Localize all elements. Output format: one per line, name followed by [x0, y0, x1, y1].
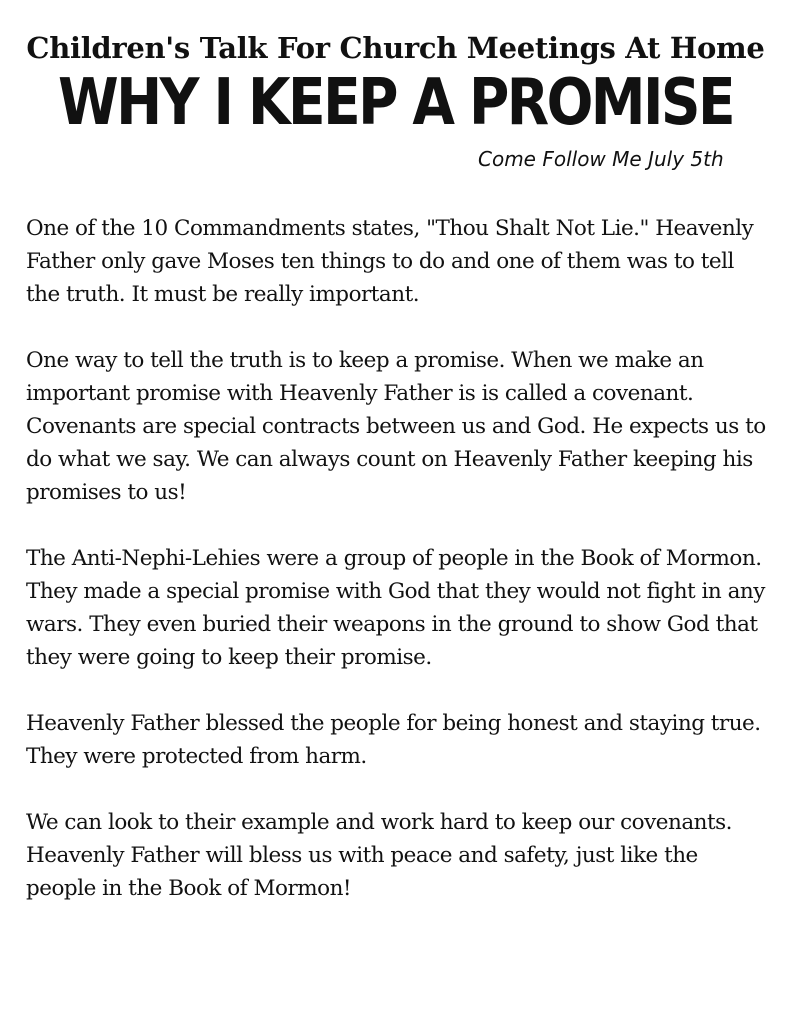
- page-subtitle: Children's Talk For Church Meetings At Home: [26, 31, 765, 65]
- talk-body: [26, 212, 771, 938]
- paragraph-blessings: Heavenly Father blessed the people for being honest and staying true. They were protected from harm.: [26, 711, 761, 769]
- paragraph-covenants: One way to tell the truth is to keep a promise. When we make an important promise with Heavenly Father is is called a covenant. Covenants are special contracts between us and God. He expects us to do what we say. We can always count on Heavenly Father keeping his promises to us!: [26, 348, 766, 505]
- tagline: Come Follow Me July 5th: [478, 147, 724, 171]
- paragraph-anti-nephi-lehies: The Anti-Nephi-Lehies were a group of people in the Book of Mormon. They made a special promise with God that they would not fight in any wars. They even buried their weapons in the ground to show God that they were going to keep their promise.: [26, 546, 765, 670]
- paragraph-commandments: One of the 10 Commandments states, "Thou Shalt Not Lie." Heavenly Father only gave Moses ten things to do and one of them was to tell the truth. It must be really important.: [26, 216, 754, 307]
- paragraph-example: We can look to their example and work hard to keep our covenants. Heavenly Father will bless us with peace and safety, just like the people in the Book of Mormon!: [26, 810, 732, 901]
- page-title: WHY I KEEP A PROMISE: [58, 66, 733, 140]
